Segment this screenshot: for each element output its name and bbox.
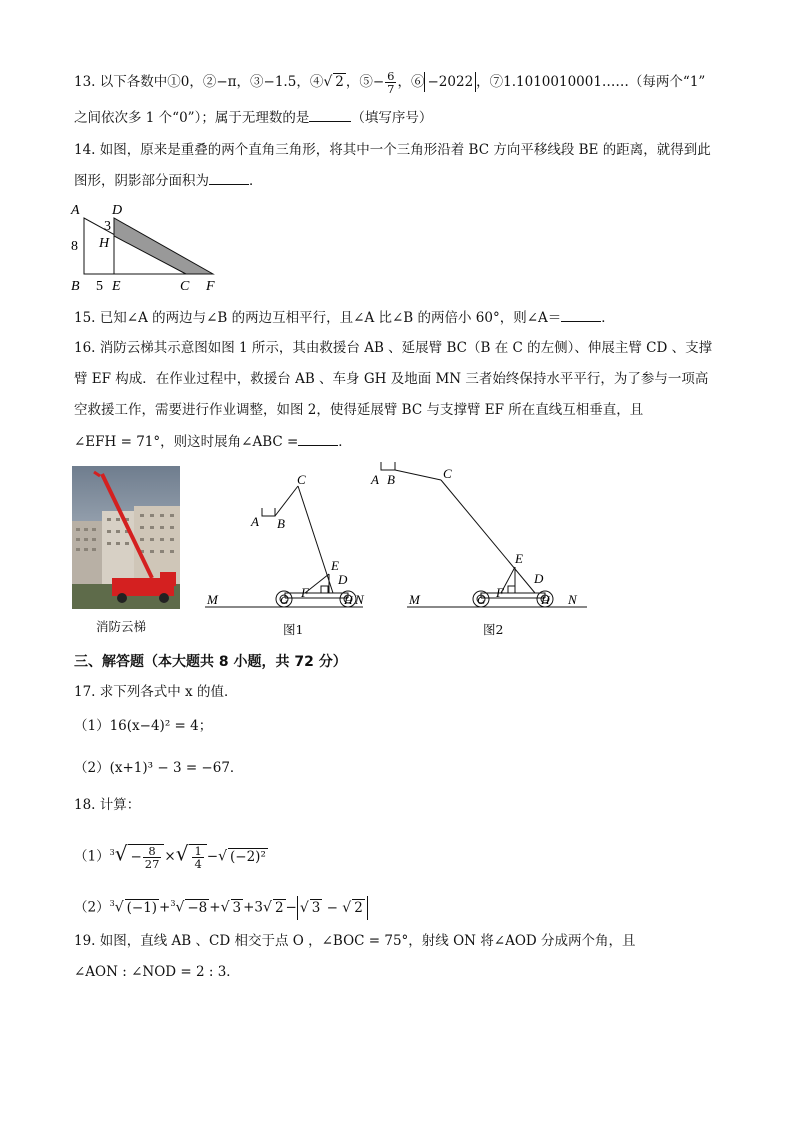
minus-sign: − — [206, 848, 219, 865]
sqrt-sign: √ — [299, 899, 309, 916]
fig2-label-c: C — [443, 466, 452, 481]
cube-root-sign: √ — [114, 899, 124, 916]
q16-answer-blank — [298, 431, 338, 446]
label-8: 8 — [71, 239, 78, 254]
q16-line3: 空救援工作，需要进行作业调整，如图 2，使得延展臂 BC 与支撑臂 EF 所在直线互相垂直，且 — [74, 402, 644, 418]
fig1-label-a: A — [251, 514, 259, 529]
frac2-num: 1 — [194, 843, 202, 858]
cube-root-sign: √ — [114, 841, 128, 866]
q18-p1-sqrt2: (−2)² — [230, 848, 266, 865]
figure-1 — [205, 470, 365, 615]
q13-sep5: ，⑤− — [345, 74, 385, 90]
sqrt-sign: √ — [263, 899, 272, 916]
q13-text-a: 13. 以下各数中①0，②−π，③−1.5，④ — [74, 74, 324, 90]
q13-fraction — [385, 70, 396, 95]
fig1-label-n: N — [355, 592, 364, 607]
fig1-label-c: C — [297, 472, 306, 487]
sqrt-sign: √ — [218, 848, 228, 865]
q16-line1: 16. 消防云梯其示意图如图 1 所示，其由救援台 AB 、延展臂 BC（B 在 C 的左侧）、伸展主臂 CD 、支撑 — [74, 340, 713, 356]
q18-p1-cbrt — [128, 844, 164, 870]
q18-p2-term3: 3 — [232, 899, 242, 916]
fig1-label-e: E — [331, 558, 339, 573]
plus-sign: + — [209, 899, 221, 916]
q13-answer-blank — [309, 107, 351, 122]
fig2-label-m: M — [409, 592, 420, 607]
label-3: 3 — [104, 219, 111, 234]
fig1-label-f: F — [301, 585, 309, 600]
fig1-label-m: M — [207, 592, 218, 607]
q19-line1: 19. 如图，直线 AB 、CD 相交于点 O ，∠BOC = 75°，射线 ON 将∠AOD 分成两个角，且 — [74, 933, 636, 949]
q18-p2-term1: (−1) — [126, 899, 158, 916]
cube-root-sign: √ — [175, 899, 185, 916]
fig2-label-d: D — [534, 571, 544, 586]
q15-text-b: ． — [601, 310, 615, 326]
label-h: H — [99, 236, 110, 251]
q18-p1-sqrt — [189, 844, 206, 870]
q16-line2: 臂 EF 构成．在作业过程中，救援台 AB 、车身 GH 及地面 MN 三者始终保持水平平行，为了参与一项高 — [74, 371, 709, 387]
q18-part2: $(2)^3√$ (−1) +$^3$√ −8 +√ 3 +3√ 2 − √ 3 − √ 2 — [74, 892, 368, 920]
sqrt-sign: √ — [342, 899, 352, 916]
q18-p1-frac2 — [192, 845, 203, 870]
q14-line2-a: 图形，阴影部分面积为 — [74, 173, 209, 189]
frac1-den: 27 — [144, 856, 160, 871]
abs-sqrt-a: 3 — [311, 899, 321, 916]
q17-part2: （2）(x+1)³ − 3 = −67． — [74, 760, 244, 776]
fig2-label-b: B — [387, 472, 395, 487]
q16-line4-a: ∠EFH = 71°，则这时展角∠ABC = — [74, 434, 299, 450]
q19-line2: ∠AON : ∠NOD = 2 : 3． — [74, 964, 240, 980]
shaded-region — [114, 218, 213, 274]
q14-line1: 14. 如图，原来是重叠的两个直角三角形，将其中一个三角形沿着 BC 方向平移线段 BE 的距离，就得到此 — [74, 142, 711, 158]
fig2-label-n: N — [568, 592, 577, 607]
q18-part1: $(1)^3√$ − $\frac{8}{27}$ ×√ $\frac{1}{4}$ −√ (−2)² — [74, 841, 266, 871]
q13-line1 — [74, 70, 705, 95]
section-heading: 三、解答题（本大题共 8 小题，共 72 分） — [74, 654, 347, 670]
q15-line — [74, 307, 615, 328]
q18-p2-term4: +3 — [243, 899, 264, 916]
q13-sep6: ，⑥ — [397, 74, 425, 90]
times-sign: × — [164, 848, 176, 865]
q18-p2-abs — [297, 896, 368, 920]
fig2-label-a: A — [371, 472, 379, 487]
label-5: 5 — [96, 279, 103, 293]
q18-p1-frac1 — [143, 845, 162, 870]
q14-figure — [68, 198, 228, 293]
q18-p2-term5: 2 — [274, 899, 284, 916]
fire-ladder-photo — [72, 466, 180, 609]
q16-line4 — [74, 431, 352, 452]
q18-p2-prefix: （2） — [74, 899, 110, 916]
sqrt-sign: √ — [323, 74, 333, 90]
q16-line4-b: ． — [338, 434, 352, 450]
q17-title: 17. 求下列各式中 x 的值． — [74, 684, 238, 700]
sqrt-sign: √ — [220, 899, 230, 916]
label-c: C — [180, 279, 190, 293]
label-d: D — [112, 203, 123, 218]
q18-p1-prefix: （1） — [74, 848, 110, 865]
fig2-caption: 图2 — [483, 622, 504, 637]
fig1-label-h: H — [344, 593, 353, 607]
plus-sign: + — [159, 899, 171, 916]
q13-line2-b: （填写序号） — [351, 110, 433, 126]
q13-sqrt-radicand: 2 — [335, 74, 344, 90]
frac1-num: 8 — [143, 845, 162, 858]
q15-answer-blank — [561, 307, 601, 322]
fig1-label-g: G — [280, 593, 289, 607]
fig2-label-g: G — [477, 593, 486, 607]
fig1-label-d: D — [338, 572, 348, 587]
abs-sqrt-b: 2 — [354, 899, 363, 916]
q14-line2 — [74, 170, 263, 191]
frac2-den: 4 — [194, 856, 202, 871]
q17-part1: （1）16(x−4)² = 4； — [74, 718, 213, 734]
q13-line2-a: 之间依次多 1 个“0”）；属于无理数的是 — [74, 110, 310, 126]
photo-caption: 消防云梯 — [96, 619, 147, 634]
q13-abs-value: −2022 — [424, 72, 476, 92]
fig2-label-e: E — [515, 551, 523, 566]
q13-line2 — [74, 107, 432, 128]
q18-p1-neg: − — [130, 848, 142, 865]
figure-2 — [365, 458, 590, 615]
sqrt-sign: √ — [175, 841, 189, 866]
minus-sign: − — [285, 899, 297, 916]
q18-title: 18. 计算： — [74, 797, 141, 813]
fig2-label-h: H — [541, 593, 550, 607]
q13-text-rest: ，⑦1.1010010001……（每两个“1” — [476, 74, 706, 90]
label-a: A — [71, 203, 80, 218]
q14-line2-b: ． — [249, 173, 263, 189]
label-e: E — [112, 279, 121, 293]
q13-frac-den: 7 — [387, 82, 395, 96]
abs-minus: − — [322, 899, 343, 916]
q15-text-a: 15. 已知∠A 的两边与∠B 的两边互相平行，且∠A 比∠B 的两倍小 60°，则∠A＝ — [74, 310, 562, 326]
q13-frac-num: 6 — [387, 69, 395, 83]
fig1-caption: 图1 — [283, 622, 304, 637]
fig2-label-f: F — [496, 585, 504, 600]
q18-p2-term2: −8 — [187, 899, 208, 916]
q14-answer-blank — [209, 170, 249, 185]
label-f: F — [206, 279, 215, 293]
fig1-label-b: B — [277, 516, 285, 531]
label-b: B — [71, 279, 80, 293]
